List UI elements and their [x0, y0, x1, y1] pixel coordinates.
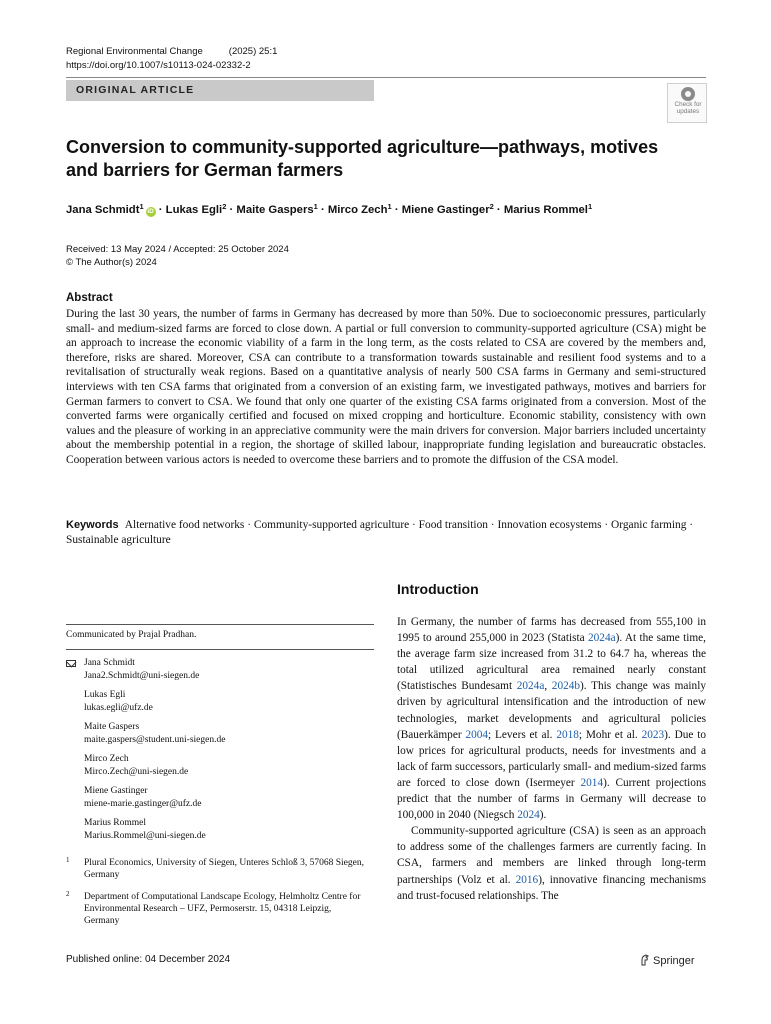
paragraph-text: In Germany, the number of farms has decreased from 555,100 in 1995 to around 255,000 in 2023 (Statista: [397, 616, 706, 645]
keywords-text: Alternative food networks · Community-supported agriculture · Food transition · Innovation ecosystems · Organic farming · Sustainable agriculture: [66, 519, 694, 546]
paragraph-text: ,: [544, 680, 552, 693]
abstract-text: During the last 30 years, the number of farms in Germany has decreased by more than 50%. Due to socioeconomic pressures, particularly small- and medium-sized farms are forced to close down. A partial or full conversion to community-supported agriculture (CSA) might be an approach to increase the economic viability of a farm in the long term, as the costs related to CSA are covered by the members and, therefore, risks are shared. Moreover, CSA can contribute to a transformation towards sustainable and resilient food systems and to a revitalisation of structurally weak regions. Based on a quantitative analysis of nearly 500 CSA farms in Germany and semi-structured interviews with ten CSA farms that originated from a conversion of an existing farm, we investigated pathways, motives and barriers for German farmers to convert to CSA. We found that only one quarter of the existing CSA farms originated from a conversion. Most of the converted farms were organically certified and focused on mixed cropping and horticulture. Economic stability, consistency with own values and the pleasure of working in an appreciative community were the main drivers for conversion. Major barriers included uncertainty about the membership potential in a region, the shortage of skilled labour, inappropriate funding legislation and bureaucratic obstacles. Cooperation between various actors is needed to overcome these barriers and to promote the diffusion of the CSA model.: [66, 308, 706, 466]
citation-link[interactable]: 2024: [517, 809, 540, 822]
publisher-logo[interactable]: [640, 952, 695, 967]
doi-link[interactable]: https://doi.org/10.1007/s10113-024-02332-2: [66, 60, 251, 71]
author-list: [66, 202, 706, 217]
header-divider: [66, 77, 706, 78]
publisher-name: Springer: [653, 955, 695, 967]
keywords-heading: Keywords: [66, 519, 119, 531]
contact-email[interactable]: lukas.egli@ufz.de: [84, 702, 153, 713]
affiliation-text: Plural Economics, University of Siegen, Unteres Schloß 3, 57068 Siegen, Germany: [84, 858, 364, 880]
author-name[interactable]: Maite Gaspers: [236, 204, 314, 216]
author-name[interactable]: Miene Gastinger: [401, 204, 490, 216]
article-title: Conversion to community-supported agriculture—pathways, motives and barriers for German farmers: [66, 137, 659, 180]
affiliation-number: 1: [66, 856, 70, 864]
contact-name: Lukas Egli: [84, 690, 126, 700]
author-affiliation: 1: [587, 202, 593, 211]
citation-link[interactable]: 2024a: [516, 680, 545, 693]
contact-email[interactable]: Mirco.Zech@uni-siegen.de: [84, 766, 189, 777]
paragraph-text: ). Due to low prices for agricultural products, needs for investments and a lack of farm successors, particularly small- and medium-sized farms are forced to close down (Isermeyer: [397, 728, 707, 789]
check-badge-line2: updates: [676, 107, 700, 115]
citation-link[interactable]: 2014: [580, 776, 604, 789]
author-affiliation: 2: [222, 202, 227, 211]
author-separator: ·: [158, 204, 163, 216]
contact-email[interactable]: maite.gaspers@student.uni-siegen.de: [84, 734, 226, 745]
springer-horse-icon: [640, 954, 650, 966]
published-online-date: Published online: 04 December 2024: [66, 954, 230, 965]
orcid-icon[interactable]: iD: [147, 208, 154, 215]
citation-link[interactable]: 2018: [556, 728, 579, 741]
communicated-by: Communicated by Prajal Pradhan.: [66, 630, 197, 640]
check-updates-icon: [681, 87, 695, 101]
copyright-notice: © The Author(s) 2024: [66, 257, 157, 268]
author-separator: ·: [394, 204, 399, 216]
paragraph-text: ). Current projections predict that the number of farms in Germany will decrease to 100,000 in 2040 (Niegsch: [397, 776, 706, 822]
paragraph-text: ; Mohr et al.: [578, 728, 642, 741]
author-affiliation: 1: [139, 202, 144, 211]
author-affiliation: 1: [313, 202, 318, 211]
footnote-divider: [66, 624, 374, 625]
contact-email[interactable]: Jana2.Schmidt@uni-siegen.de: [84, 670, 200, 681]
paragraph-text: ; Levers et al.: [488, 728, 557, 741]
contact-entry: [84, 721, 225, 746]
contact-name: Mirco Zech: [84, 754, 129, 764]
author-name[interactable]: Jana Schmidt: [66, 204, 140, 216]
article-type-label: ORIGINAL ARTICLE: [76, 84, 195, 96]
paragraph-text: Community-supported agriculture (CSA) is seen as an approach to address some of the challenges farmers are currently facing. In CSA, farmers and members are linked through long-term partnerships (Volz et al.: [397, 825, 706, 886]
author-separator: ·: [229, 204, 234, 216]
contact-name: Maite Gaspers: [84, 722, 140, 732]
introduction-paragraph-1: [397, 614, 706, 823]
citation-link[interactable]: 2016: [515, 873, 539, 886]
citation-link[interactable]: 2024a: [588, 632, 616, 645]
affiliation-text: Department of Computational Landscape Ecology, Helmholtz Centre for Environmental Research – UFZ, Permoserstr. 15, 04318 Leipzig, Germany: [84, 892, 361, 926]
author-separator: ·: [320, 204, 325, 216]
author-name[interactable]: Lukas Egli: [165, 204, 223, 216]
contact-entry: [84, 657, 199, 682]
paragraph-text: ). This change was mainly driven by agricultural intensification and the introduction of new technologies, market developments and agricultural policies (Bauerkämper: [397, 680, 706, 741]
citation-link[interactable]: 2004: [465, 728, 489, 741]
contact-name: Jana Schmidt: [84, 658, 135, 668]
citation-link[interactable]: 2024b: [551, 680, 581, 693]
check-for-updates-badge[interactable]: [667, 83, 707, 123]
abstract-heading: Abstract: [66, 292, 113, 304]
author-separator: ·: [496, 204, 501, 216]
received-accepted-dates: Received: 13 May 2024 / Accepted: 25 October 2024: [66, 244, 289, 255]
author-affiliation: 1: [387, 202, 392, 211]
contact-name: Miene Gastinger: [84, 786, 148, 796]
paragraph-text: ).: [539, 809, 547, 822]
journal-header: [66, 46, 277, 57]
author-affiliation: 2: [489, 202, 494, 211]
contact-name: Marius Rommel: [84, 818, 147, 828]
contact-entry: [84, 785, 201, 810]
contact-entry: [84, 753, 188, 778]
envelope-icon: [66, 660, 76, 667]
contact-entry: [84, 689, 153, 714]
affiliation-number: 2: [66, 890, 70, 898]
contact-email[interactable]: Marius.Rommel@uni-siegen.de: [84, 830, 206, 841]
introduction-text: [397, 614, 706, 904]
citation-link[interactable]: 2023: [641, 728, 665, 741]
introduction-paragraph-2: [397, 823, 706, 903]
article-type-bar: [66, 80, 374, 101]
contact-email[interactable]: miene-marie.gastinger@ufz.de: [84, 798, 202, 809]
contact-entry: [84, 817, 206, 842]
author-name[interactable]: Marius Rommel: [503, 204, 588, 216]
journal-name: Regional Environmental Change: [66, 46, 203, 57]
check-badge-line1: Check for: [674, 101, 702, 108]
author-name[interactable]: Mirco Zech: [327, 204, 388, 216]
journal-volume: (2025) 25:1: [228, 46, 278, 57]
paragraph-text: ), innovative financing mechanisms and trust-focused relationships. The: [397, 873, 706, 902]
keywords-block: [66, 518, 706, 547]
introduction-heading: Introduction: [397, 581, 479, 597]
paragraph-text: ). At the same time, the average farm size increased from 31.2 to 64.7 ha, whereas the total utilized agricultural area remained nearly constant (Statistisches Bundesamt: [397, 632, 706, 693]
footnote-divider: [66, 649, 374, 650]
